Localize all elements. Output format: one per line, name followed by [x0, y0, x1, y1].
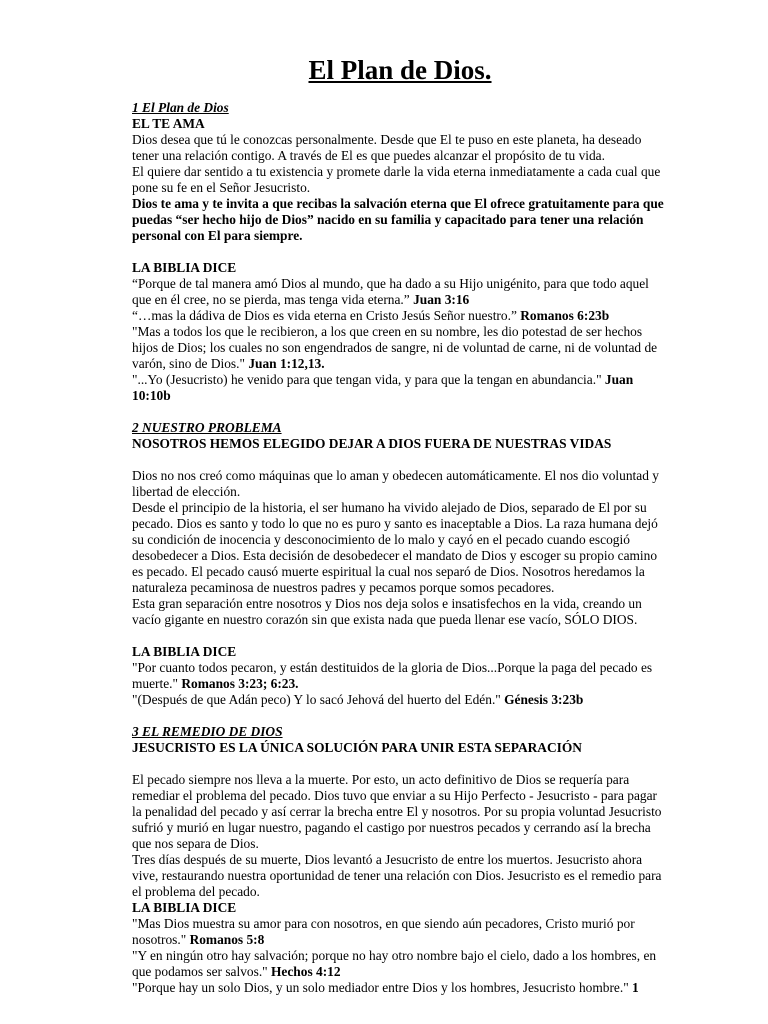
verse-reference: Hechos 4:12 [271, 964, 341, 979]
verse [132, 308, 668, 324]
section-2-bible-heading: LA BIBLIA DICE [132, 644, 237, 659]
section-1-heading: 1 El Plan de Dios [132, 100, 229, 115]
verse-reference: 1 [632, 980, 639, 995]
section-1-paragraph: Dios desea que tú le conozcas personalmente. Desde que El te puso en este planeta, ha deseado tener una relación contigo. A través de El es que puedes alcanzar el propósito de tu vida. [132, 132, 642, 163]
section-3 [132, 724, 668, 996]
section-1-bold-paragraph: Dios te ama y te invita a que recibas la salvación eterna que El ofrece gratuitamente para que puedas “ser hecho hijo de Dios” nacido en su familia y capacitado para tener una relación personal con El para siempre. [132, 196, 664, 243]
section-2-subheading: NOSOTROS HEMOS ELEGIDO DEJAR A DIOS FUERA DE NUESTRAS VIDAS [132, 436, 612, 451]
section-2-heading: 2 NUESTRO PROBLEMA [132, 420, 282, 435]
verse [132, 324, 668, 372]
verse-text: “…mas la dádiva de Dios es vida eterna en Cristo Jesús Señor nuestro.” [132, 308, 517, 323]
section-1-paragraph: El quiere dar sentido a tu existencia y promete darle la vida eterna inmediatamente a cada cual que pone su fe en el Señor Jesucristo. [132, 164, 661, 195]
verse-text: "Mas Dios muestra su amor para con nosotros, en que siendo aún pecadores, Cristo murió por nosotros." [132, 916, 635, 947]
verse-text: "...Yo (Jesucristo) he venido para que tengan vida, y para que la tengan en abundancia." [132, 372, 602, 387]
section-3-paragraph: El pecado siempre nos lleva a la muerte. Por esto, un acto definitivo de Dios se requería para remediar el problema del pecado. Dios tuvo que enviar a su Hijo Perfecto - Jesucristo - para pagar la penalidad del pecado y así cerrar la brecha entre El y nosotros. Por su propia voluntad Jesucristo sufrió y murió en lugar nuestro, pagando el castigo por nuestros pecados y cerrando así la brecha que nos separa de Dios. [132, 772, 662, 851]
verse [132, 660, 668, 692]
verse-text: "Por cuanto todos pecaron, y están destituidos de la gloria de Dios...Porque la paga del pecado es muerte." [132, 660, 653, 691]
section-1 [132, 100, 668, 404]
verse-reference: Romanos 5:8 [189, 932, 265, 947]
verse-text: "Y en ningún otro hay salvación; porque no hay otro nombre bajo el cielo, dado a los hombres, en que podamos ser salvos." [132, 948, 657, 979]
section-2-paragraph: Desde el principio de la historia, el ser humano ha vivido alejado de Dios, separado de El por su pecado. Dios es santo y todo lo que no es puro y santo es inaceptable a Dios. La raza humana dejó su condición de inocencia y desconocimiento de lo malo y cayó en el pecado cuando escogió desobedecer a Dios. Esta decisión de desobedecer el mandato de Dios y escoger su propio camino es pecado. El pecado causó muerte espiritual la cual nos separó de Dios. Nosotros heredamos la naturaleza pecaminosa de nuestros padres y pecamos porque somos pecadores. [132, 500, 658, 595]
verse-text: "(Después de que Adán peco) Y lo sacó Jehová del huerto del Edén." [132, 692, 501, 707]
verse-reference: Juan 10:10b [132, 372, 634, 403]
verse-reference: Romanos 3:23; 6:23. [181, 676, 299, 691]
verse-reference: Romanos 6:23b [520, 308, 610, 323]
section-1-subheading: EL TE AMA [132, 116, 205, 131]
section-2 [132, 420, 668, 708]
verse [132, 692, 668, 708]
section-3-paragraph: Tres días después de su muerte, Dios levantó a Jesucristo de entre los muertos. Jesucristo ahora vive, restaurando nuestra oportunidad de tener una relación con Dios. Jesucristo es el remedio para el problema del pecado. [132, 852, 662, 899]
section-3-subheading: JESUCRISTO ES LA ÚNICA SOLUCIÓN PARA UNIR ESTA SEPARACIÓN [132, 740, 582, 755]
verse [132, 276, 668, 308]
section-2-paragraph: Dios no nos creó como máquinas que lo aman y obedecen automáticamente. El nos dio voluntad y libertad de elección. [132, 468, 659, 499]
verse [132, 916, 668, 948]
page-title: El Plan de Dios. [308, 55, 492, 85]
verse-text: "Mas a todos los que le recibieron, a los que creen en su nombre, les dio potestad de ser hechos hijos de Dios; los cuales no son engendrados de sangre, ni de voluntad de carne, ni de voluntad de varón, sino de Dios." [132, 324, 658, 371]
section-1-bible-heading: LA BIBLIA DICE [132, 260, 237, 275]
verse-reference: Juan 1:12,13. [248, 356, 325, 371]
verse [132, 372, 668, 404]
section-3-heading: 3 EL REMEDIO DE DIOS [132, 724, 283, 739]
verse-reference: Juan 3:16 [413, 292, 470, 307]
verse [132, 980, 668, 996]
verse [132, 948, 668, 980]
section-2-paragraph: Esta gran separación entre nosotros y Dios nos deja solos e insatisfechos en la vida, creando un vacío gigante en nuestro corazón sin que exista nada que pueda llenar ese vacío, SÓLO DIOS. [132, 596, 642, 627]
verse-reference: Génesis 3:23b [504, 692, 584, 707]
verse-text: "Porque hay un solo Dios, y un solo mediador entre Dios y los hombres, Jesucristo hombre." [132, 980, 629, 995]
verse-text: “Porque de tal manera amó Dios al mundo, que ha dado a su Hijo unigénito, para que todo aquel que en él cree, no se pierda, mas tenga vida eterna.” [132, 276, 649, 307]
section-3-bible-heading: LA BIBLIA DICE [132, 900, 237, 915]
